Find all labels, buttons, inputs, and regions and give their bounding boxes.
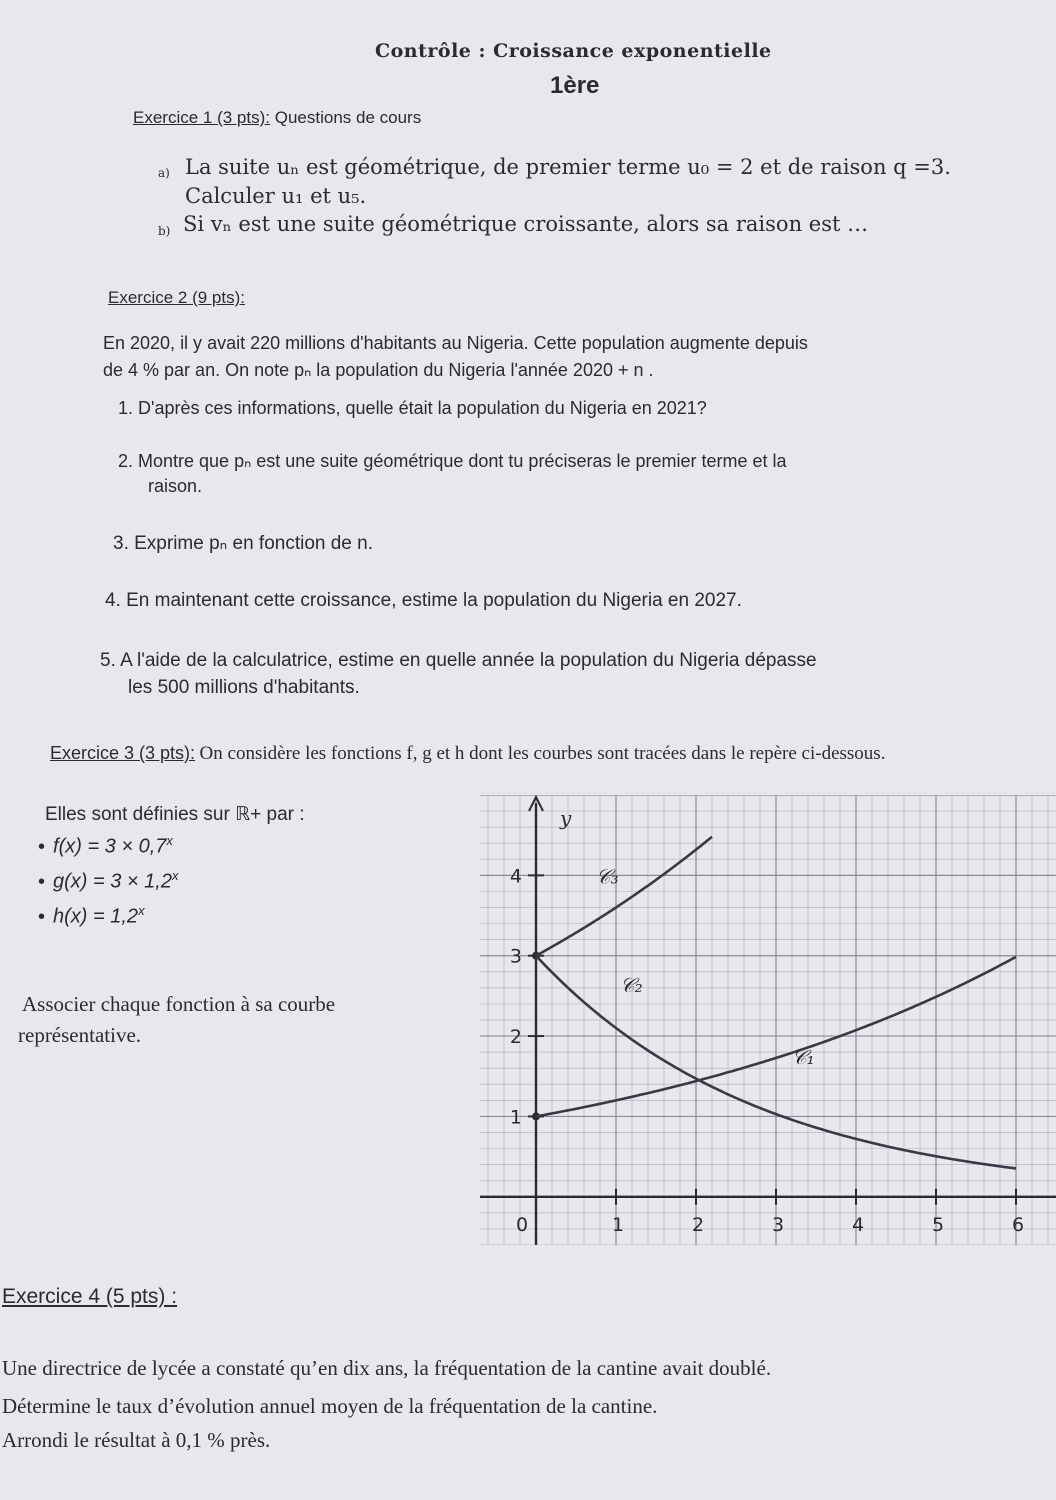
- y-tick-label: 4: [509, 865, 522, 888]
- h-exponent: x: [138, 903, 145, 918]
- axes: [480, 797, 1056, 1245]
- exercise-4-heading: Exercice 4 (5 pts) :: [2, 1285, 178, 1308]
- g-exponent: x: [171, 868, 179, 883]
- question-2-line1: 2. Montre que pₙ est une suite géométrique dont tu préciseras le premier terme et la: [118, 451, 787, 471]
- bullet: •: [38, 905, 46, 928]
- question-1: 1. D'après ces informations, quelle était la population du Nigeria en 2021?: [118, 398, 707, 418]
- exercise-1-subheading: Questions de cours: [274, 108, 422, 127]
- labels: [510, 806, 1024, 1236]
- exercise-3-intro: On considère les fonctions f, g et h dont les courbes sont tracées dans le repère ci-dessous.: [199, 743, 886, 764]
- exercise-2-intro-line2: de 4 % par an. On note pₙ la population du Nigeria l'année 2020 + n .: [103, 360, 654, 380]
- exercise-2-heading: Exercice 2 (9 pts):: [108, 288, 245, 307]
- grid-minor: [480, 795, 1056, 1245]
- x-tick-label: 2: [691, 1213, 705, 1236]
- curve-c3: [536, 837, 712, 956]
- task-line1: Associer chaque fonction à sa courbe: [22, 992, 336, 1016]
- exercise-1-header: [133, 108, 421, 128]
- task-line2: représentative.: [18, 1023, 142, 1047]
- question-3: 3. Exprime pₙ en fonction de n.: [113, 533, 373, 554]
- function-f-definition: [38, 833, 173, 859]
- item-a-marker: a): [158, 166, 170, 180]
- x-tick-label: 6: [1011, 1213, 1025, 1236]
- function-g-definition: [38, 868, 178, 894]
- bullet: •: [38, 870, 46, 893]
- domain-statement: Elles sont définies sur ℝ+ par :: [45, 804, 305, 825]
- bullet: •: [38, 835, 46, 858]
- function-graph: [480, 795, 1056, 1245]
- item-a-line2: Calculer u₁ et u₅.: [185, 184, 367, 208]
- level-label: 1ère: [550, 72, 600, 99]
- h-expression: h(x) = 1,2: [53, 905, 139, 928]
- exercise-4-line1: Une directrice de lycée a constaté qu’en dix ans, la fréquentation de la cantine avait doublé.: [2, 1356, 772, 1380]
- exercise-4-line2: Détermine le taux d’évolution annuel moyen de la fréquentation de la cantine.: [2, 1394, 658, 1418]
- exercise-4-line3: Arrondi le résultat à 0,1 % près.: [2, 1428, 271, 1452]
- item-b-line: Si vₙ est une suite géométrique croissante, alors sa raison est …: [183, 212, 869, 236]
- exercise-3-header: [50, 743, 885, 765]
- question-2-line2: raison.: [148, 476, 203, 496]
- item-a-line1: La suite uₙ est géométrique, de premier terme u₀ = 2 et de raison q =3.: [185, 155, 951, 179]
- x-tick-label: 3: [771, 1213, 785, 1236]
- f-expression: f(x) = 3 × 0,7: [53, 835, 167, 858]
- question-4: 4. En maintenant cette croissance, estime la population du Nigeria en 2027.: [105, 590, 742, 611]
- item-b-marker: b): [158, 224, 171, 238]
- function-h-definition: [38, 903, 145, 929]
- y-tick-label: 3: [509, 945, 522, 968]
- exercise-1-heading: Exercice 1 (3 pts):: [133, 108, 270, 127]
- y-tick-label: 2: [509, 1026, 522, 1049]
- y-axis-label: y: [560, 806, 572, 830]
- curve-c1-label: 𝒞₁: [792, 1045, 815, 1070]
- x-tick-label: 1: [611, 1213, 625, 1236]
- page-title: Contrôle : Croissance exponentielle: [375, 40, 772, 62]
- exercise-2-intro-line1: En 2020, il y avait 220 millions d'habitants au Nigeria. Cette population augmente depuis: [103, 333, 808, 353]
- question-5-line1: 5. A l'aide de la calculatrice, estime en quelle année la population du Nigeria dépasse: [100, 650, 817, 671]
- x-tick-label: 0: [515, 1213, 529, 1236]
- f-exponent: x: [166, 833, 173, 848]
- exercise-3-heading: Exercice 3 (3 pts):: [50, 743, 196, 763]
- question-5-line2: les 500 millions d'habitants.: [128, 677, 360, 698]
- curve-c2-label: 𝒞₂: [620, 972, 643, 997]
- g-expression: g(x) = 3 × 1,2: [53, 870, 172, 893]
- y-tick-label: 1: [509, 1106, 522, 1129]
- curve-c3-label: 𝒞₃: [596, 864, 619, 889]
- x-tick-label: 5: [931, 1213, 945, 1236]
- x-tick-label: 4: [851, 1213, 865, 1236]
